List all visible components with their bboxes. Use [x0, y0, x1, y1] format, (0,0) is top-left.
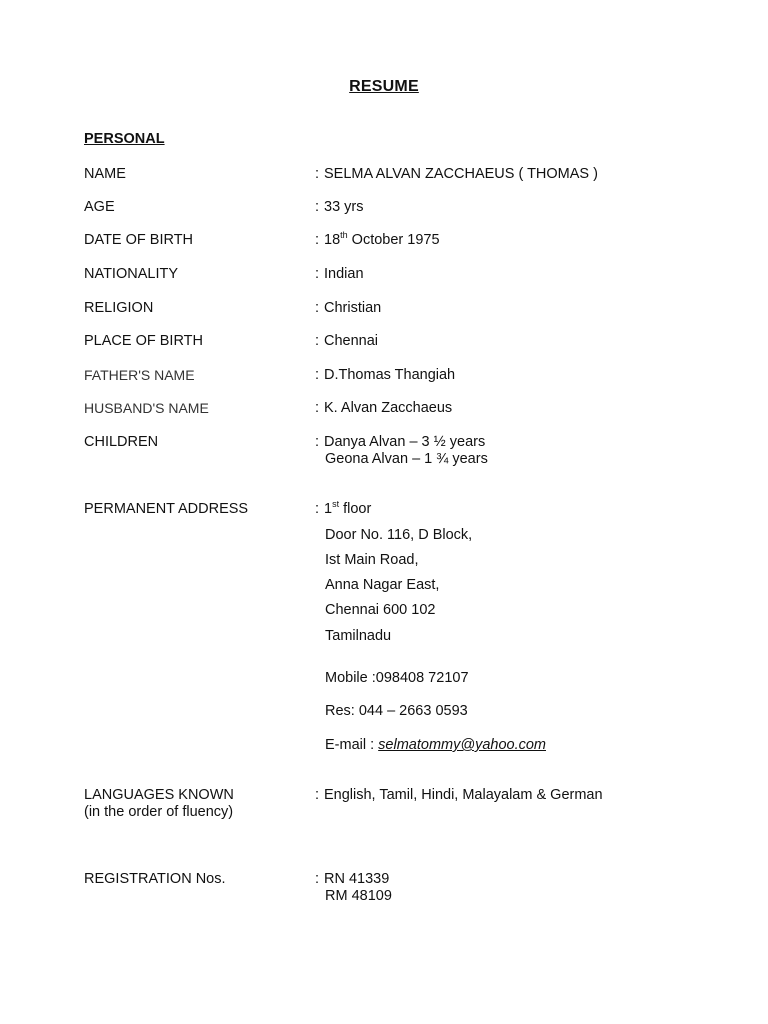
value-age: : 33 yrs: [315, 199, 364, 215]
child-2: Geona Alvan – 1 ¾ years: [325, 451, 488, 467]
value-fathers-name: : D.Thomas Thangiah: [315, 367, 456, 383]
value-registration: : RN 41339: [315, 871, 390, 887]
address-line-4: Chennai 600 102: [325, 602, 436, 618]
residence-phone: Res: 044 – 2663 0593: [325, 703, 468, 719]
label-languages-sublabel: (in the order of fluency): [84, 804, 234, 820]
email-link[interactable]: selmatommy@yahoo.com: [378, 737, 546, 753]
value-languages: : English, Tamil, Hindi, Malayalam & German: [315, 787, 603, 803]
page-title: RESUME: [349, 78, 419, 95]
address-line-2: Ist Main Road,: [325, 552, 419, 568]
address-line-3: Anna Nagar East,: [325, 577, 440, 593]
address-line-1: Door No. 116, D Block,: [325, 527, 473, 543]
value-date-of-birth: : 18th October 1975: [315, 230, 440, 248]
label-age: AGE: [84, 199, 115, 215]
value-age-text: 33 yrs: [324, 199, 364, 215]
label-husbands-name: HUSBAND'S NAME: [84, 400, 209, 416]
value-religion-text: Christian: [324, 300, 382, 316]
value-place-of-birth-text: Chennai: [324, 333, 379, 349]
value-children: : Danya Alvan – 3 ½ years: [315, 434, 486, 450]
value-husbands-name-text: K. Alvan Zacchaeus: [324, 400, 453, 416]
label-children: CHILDREN: [84, 434, 159, 450]
label-fathers-name: FATHER'S NAME: [84, 367, 195, 383]
label-registration: REGISTRATION Nos.: [84, 871, 226, 887]
registration-2: RM 48109: [325, 888, 392, 904]
value-nationality: : Indian: [315, 266, 364, 282]
dob-month-year: October 1975: [347, 232, 440, 248]
section-heading-personal: PERSONAL: [84, 131, 165, 147]
dob-day: 18: [324, 232, 341, 248]
address-floor-word: floor: [339, 501, 372, 517]
address-floor-number: 1: [324, 501, 333, 517]
address-floor-suffix: st: [332, 499, 340, 510]
email-line: [325, 737, 546, 753]
registration-1: RN 41339: [324, 871, 390, 887]
label-permanent-address: PERMANENT ADDRESS: [84, 501, 249, 517]
value-fathers-name-text: D.Thomas Thangiah: [324, 367, 456, 383]
mobile-number: Mobile :098408 72107: [325, 670, 469, 686]
address-line-5: Tamilnadu: [325, 628, 392, 644]
value-nationality-text: Indian: [324, 266, 364, 282]
value-religion: : Christian: [315, 300, 382, 316]
label-name: NAME: [84, 166, 126, 182]
email-label: E-mail :: [325, 737, 379, 753]
address-line-floor: : 1st floor: [315, 499, 372, 517]
label-place-of-birth: PLACE OF BIRTH: [84, 333, 203, 349]
value-name: : SELMA ALVAN ZACCHAEUS ( THOMAS ): [315, 166, 598, 182]
value-husbands-name: : K. Alvan Zacchaeus: [315, 400, 453, 416]
child-1: Danya Alvan – 3 ½ years: [324, 434, 486, 450]
value-languages-text: English, Tamil, Hindi, Malayalam & German: [324, 787, 603, 803]
value-name-text: SELMA ALVAN ZACCHAEUS ( THOMAS ): [324, 166, 598, 182]
value-place-of-birth: : Chennai: [315, 333, 379, 349]
label-date-of-birth: DATE OF BIRTH: [84, 232, 194, 248]
label-languages-known: LANGUAGES KNOWN: [84, 787, 234, 803]
dob-day-suffix: th: [340, 230, 348, 241]
label-nationality: NATIONALITY: [84, 266, 178, 282]
label-religion: RELIGION: [84, 300, 154, 316]
